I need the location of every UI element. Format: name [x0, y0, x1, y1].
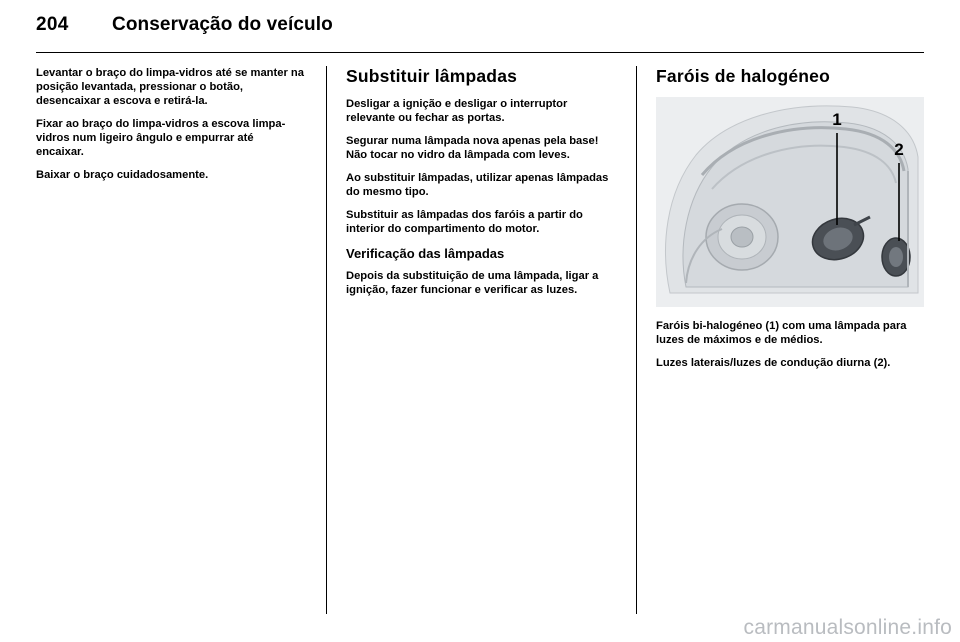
section-heading-substituir-lampadas: Substituir lâmpadas — [346, 66, 518, 86]
headlamp-assembly-figure — [656, 97, 924, 307]
paragraph: Substituir as lâmpadas dos faróis a partir do interior do compartimento do motor. — [346, 209, 583, 235]
column-three — [656, 66, 924, 614]
paragraph: Luzes laterais/luzes de condução diurna (2). — [656, 357, 891, 369]
paragraph: Levantar o braço do limpa-vidros até se manter na posição levantada, pressionar o botão, desencaixar a escova e retirá-la. — [36, 67, 304, 107]
paragraph: Depois da substituição de uma lâmpada, ligar a ignição, fazer funcionar e verificar as luzes. — [346, 270, 599, 296]
page-title: Conservação do veículo — [112, 14, 333, 35]
paragraph: Faróis bi-halogéneo (1) com uma lâmpada para luzes de máximos e de médios. — [656, 320, 907, 346]
paragraph: Segurar numa lâmpada nova apenas pela base! Não tocar no vidro da lâmpada com leves. — [346, 135, 599, 161]
figure-label-2: 2 — [894, 140, 904, 159]
column-one — [36, 66, 304, 614]
page-header — [36, 14, 924, 50]
header-divider — [36, 52, 924, 53]
subsection-heading-verificacao-das-lampadas: Verificação das lâmpadas — [346, 246, 505, 261]
paragraph: Fixar ao braço do limpa-vidros a escova limpa-vidros num ligeiro ângulo e empurrar até encaixar. — [36, 118, 286, 158]
paragraph: Ao substituir lâmpadas, utilizar apenas lâmpadas do mesmo tipo. — [346, 172, 609, 198]
page-number: 204 — [36, 14, 69, 35]
figure-label-1: 1 — [832, 110, 842, 129]
watermark: carmanualsonline.info — [743, 616, 952, 639]
paragraph: Baixar o braço cuidadosamente. — [36, 169, 209, 181]
section-heading-farois-de-halogeneo: Faróis de halogéneo — [656, 66, 830, 86]
page-columns — [36, 66, 924, 614]
column-divider-2 — [636, 66, 637, 614]
column-two — [346, 66, 614, 614]
column-divider-1 — [326, 66, 327, 614]
headlamp-assembly-diagram — [656, 97, 924, 307]
paragraph: Desligar a ignição e desligar o interruptor relevante ou fechar as portas. — [346, 98, 568, 124]
